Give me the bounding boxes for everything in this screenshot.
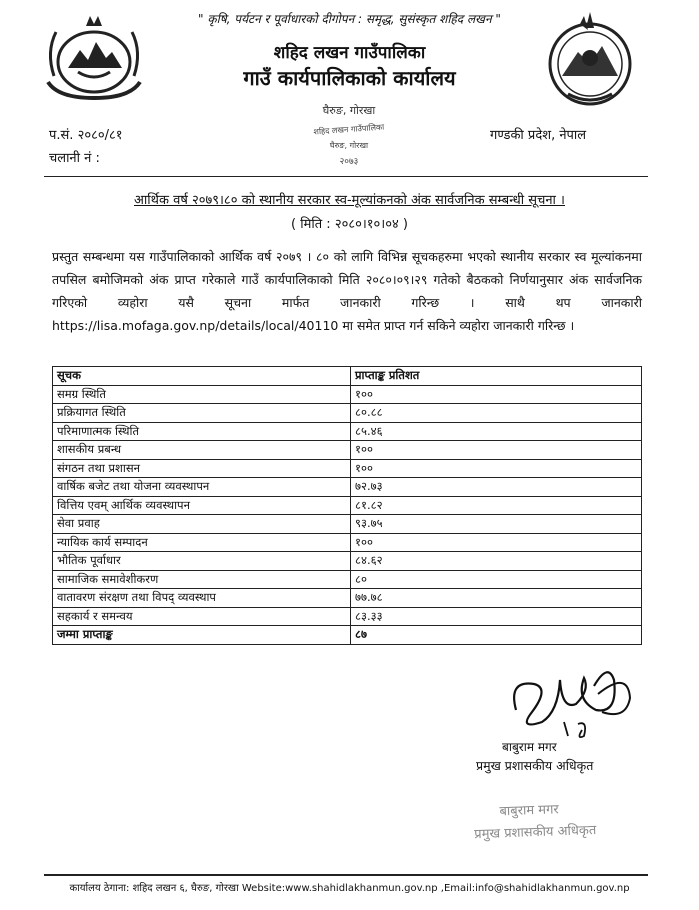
score-table xyxy=(52,366,642,645)
table-row xyxy=(53,533,642,552)
dispatch-number: चलानी नं : xyxy=(49,151,100,166)
indicator-cell: शासकीय प्रबन्ध xyxy=(53,441,351,460)
indicator-cell: न्यायिक कार्य सम्पादन xyxy=(53,533,351,552)
indicator-cell: सहकार्य र समन्वय xyxy=(53,607,351,626)
table-header-row xyxy=(53,367,642,386)
organization-name: शहिद लखन गाउँपालिका xyxy=(273,43,426,63)
indicator-cell: वातावरण संरक्षण तथा विपद् व्यवस्थाप xyxy=(53,589,351,608)
notice-date: ( मिति : २०८०।१०।०४ ) xyxy=(291,217,408,232)
indicator-cell: प्रक्रियागत स्थिति xyxy=(53,404,351,423)
score-cell: ८० xyxy=(351,570,642,589)
slogan: " कृषि, पर्यटन र पूर्वाधारको दीगोपन : समृद्ध, सुसंस्कृत शहिद लखन " xyxy=(198,12,501,26)
seal-line-3: घैरुङ, गोरखा xyxy=(329,141,369,150)
notice-body: प्रस्तुत सम्बन्धमा यस गाउँपालिकाको आर्थिक वर्ष २०७९ । ८० को लागि विभिन्न सूचकहरुमा भएको स्थानीय सरकार स्व मूल्यांकनमा तपसिल बमोजिमको अंक प्राप्त गरेकाले गाउँ कार्यपालिकाको मिति २०८०।०९।२९ गतेको बैठकको निर्णयानुसार अंक सार्वजनिक गरिएको व्यहोरा यसै सूचना मार्फत जानकारी गरिन्छ । साथै थप जानकारी https://lisa.mofaga.gov.np/details/local/40110 मा समेत प्राप्त गर्न सकिने व्यहोरा जानकारी गरिन्छ । xyxy=(52,249,642,333)
table-row xyxy=(53,478,642,497)
table-row xyxy=(53,570,642,589)
table-row xyxy=(53,589,642,608)
notice-subject: आर्थिक वर्ष २०७९।८० को स्थानीय सरकार स्व-मूल्यांकनको अंक सार्वजनिक सम्बन्धी सूचना । xyxy=(134,193,565,208)
table-total-row xyxy=(53,626,642,645)
seal-line-1: घैरुङ, गोरखा xyxy=(322,104,376,117)
signatory-title: प्रमुख प्रशासकीय अधिकृत xyxy=(476,758,594,773)
score-cell: १०० xyxy=(351,459,642,478)
indicator-cell: सेवा प्रवाह xyxy=(53,515,351,534)
header-score: प्राप्ताङ्क प्रतिशत xyxy=(351,367,642,386)
handwritten-signature xyxy=(498,650,638,750)
table-row xyxy=(53,404,642,423)
header-indicator: सूचक xyxy=(53,367,351,386)
indicator-cell: भौतिक पूर्वाधार xyxy=(53,552,351,571)
office-seal-stamp xyxy=(290,92,408,172)
indicator-cell: संगठन तथा प्रशासन xyxy=(53,459,351,478)
signatory-name: बाबुराम मगर xyxy=(502,740,557,754)
office-name: गाउँ कार्यपालिकाको कार्यालय xyxy=(243,66,456,90)
table-row xyxy=(53,441,642,460)
table-row xyxy=(53,607,642,626)
header-divider xyxy=(44,176,648,177)
score-cell: ८०.८८ xyxy=(351,404,642,423)
score-cell: ८१.८२ xyxy=(351,496,642,515)
reference-number: प.सं. २०८०/८१ xyxy=(49,128,123,143)
total-label-cell: जम्मा प्राप्ताङ्क xyxy=(53,626,351,645)
stamp-title: प्रमुख प्रशासकीय अधिकृत xyxy=(474,823,597,843)
score-cell: १०० xyxy=(351,533,642,552)
score-cell: ८४.६२ xyxy=(351,552,642,571)
table-row xyxy=(53,385,642,404)
seal-line-2: शहिद लखन गाउँपालिका xyxy=(313,122,385,137)
score-cell: १०० xyxy=(351,385,642,404)
indicator-cell: सामाजिक समावेशीकरण xyxy=(53,570,351,589)
score-cell: ७२.७३ xyxy=(351,478,642,497)
seal-line-4: २०७३ xyxy=(339,157,359,167)
province-label: गण्डकी प्रदेश, नेपाल xyxy=(490,128,587,143)
footer-divider xyxy=(44,874,648,876)
table-row xyxy=(53,552,642,571)
score-cell: १०० xyxy=(351,441,642,460)
total-score-cell: ८७ xyxy=(351,626,642,645)
table-row xyxy=(53,459,642,478)
score-cell: ७७.७८ xyxy=(351,589,642,608)
name-stamp xyxy=(473,798,605,853)
footer-address: कार्यालय ठेगाना: शहिद लखन ६, घैरुङ, गोरखा Website:www.shahidlakhanmun.gov.np ,Email:info@shahidlakhanmun.gov.np xyxy=(69,883,630,894)
stamp-name: बाबुराम मगर xyxy=(499,802,559,820)
score-cell: ८५.४६ xyxy=(351,422,642,441)
indicator-cell: वित्तिय एवम् आर्थिक व्यवस्थापन xyxy=(53,496,351,515)
table-row xyxy=(53,496,642,515)
score-cell: ८३.३३ xyxy=(351,607,642,626)
indicator-cell: समग्र स्थिति xyxy=(53,385,351,404)
table-row xyxy=(53,515,642,534)
indicator-cell: वार्षिक बजेट तथा योजना व्यवस्थापन xyxy=(53,478,351,497)
table-row xyxy=(53,422,642,441)
indicator-cell: परिमाणात्मक स्थिति xyxy=(53,422,351,441)
score-cell: ९३.७५ xyxy=(351,515,642,534)
